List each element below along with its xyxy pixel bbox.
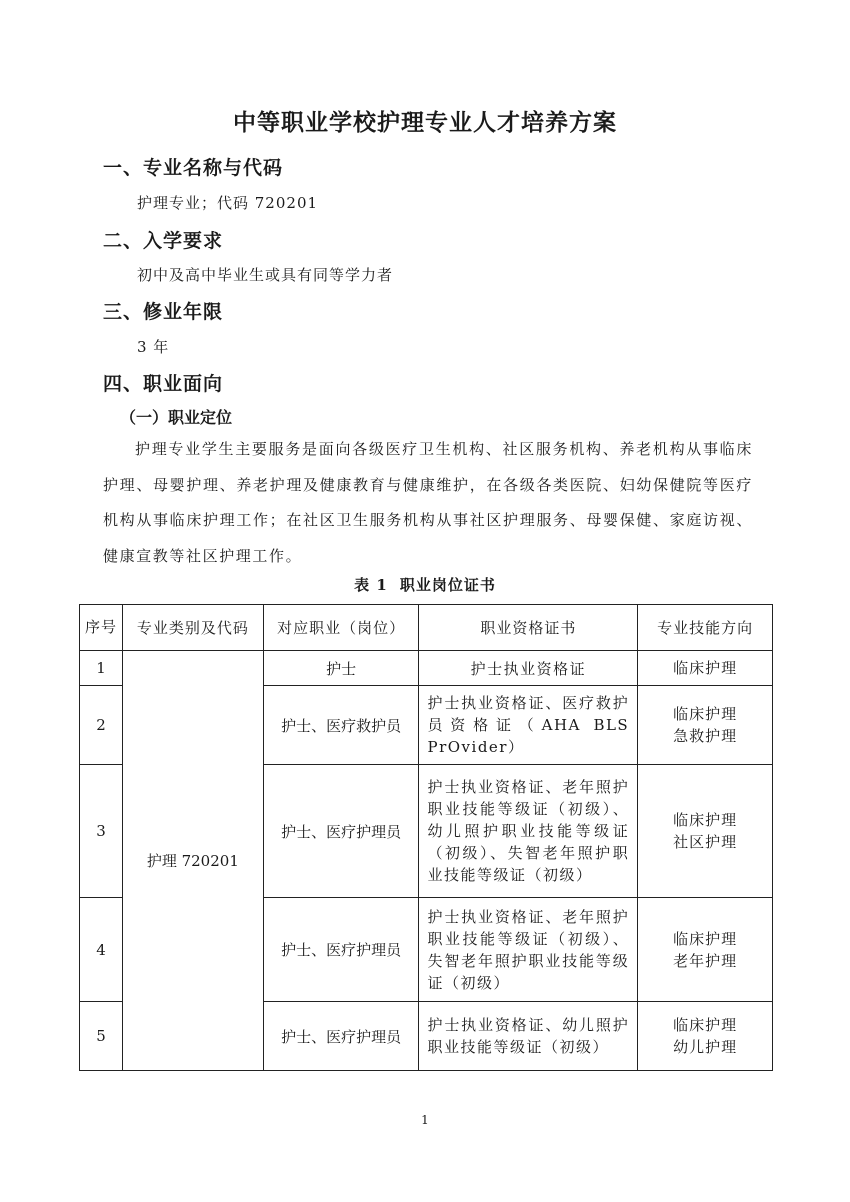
row-number: 4	[80, 898, 123, 1002]
row-job: 护士、医疗护理员	[263, 765, 419, 898]
section-content-admission: 初中及高中毕业生或具有同等学力者	[137, 266, 394, 284]
row-certificate: 护士执业资格证、老年照护职业技能等级证（初级）、失智老年照护职业技能等级证（初级）	[419, 898, 638, 1002]
row-direction: 临床护理 急救护理	[638, 686, 773, 765]
table-header-row	[80, 605, 773, 651]
section-heading-name-code: 一、专业名称与代码	[103, 157, 284, 179]
document-title: 中等职业学校护理专业人才培养方案	[233, 110, 617, 136]
header-job: 对应职业（岗位）	[263, 605, 419, 651]
row-direction: 临床护理 社区护理	[638, 765, 773, 898]
header-category: 专业类别及代码	[122, 605, 263, 651]
table-row	[80, 651, 773, 686]
row-number: 5	[80, 1002, 123, 1071]
header-no: 序号	[80, 605, 123, 651]
row-direction: 临床护理	[638, 651, 773, 686]
career-certificate-table	[79, 604, 773, 1071]
table-caption	[0, 574, 850, 595]
row-certificate: 护士执业资格证、幼儿照护职业技能等级证（初级）	[419, 1002, 638, 1071]
row-direction: 临床护理 老年护理	[638, 898, 773, 1002]
row-number: 1	[80, 651, 123, 686]
row-job: 护士、医疗救护员	[263, 686, 419, 765]
row-certificate: 护士执业资格证、医疗救护员资格证（AHA BLS PrOvider）	[419, 686, 638, 765]
section-heading-admission: 二、入学要求	[103, 230, 224, 252]
section-heading-career: 四、职业面向	[103, 373, 224, 395]
subsection-heading-positioning: （一）职业定位	[120, 408, 233, 427]
table-caption-title: 职业岗位证书	[399, 576, 496, 594]
category-code-cell: 护理 720201	[122, 651, 263, 1071]
row-certificate: 护士执业资格证	[419, 651, 638, 686]
row-certificate: 护士执业资格证、老年照护职业技能等级证（初级）、幼儿照护职业技能等级证（初级）、失智老年照护职业技能等级证（初级）	[419, 765, 638, 898]
row-job: 护士、医疗护理员	[263, 898, 419, 1002]
section-content-duration: 3 年	[137, 338, 170, 356]
header-certificate: 职业资格证书	[419, 605, 638, 651]
section-content-name-code: 护理专业；代码 720201	[137, 194, 319, 212]
row-direction: 临床护理 幼儿护理	[638, 1002, 773, 1071]
section-heading-duration: 三、修业年限	[103, 301, 224, 323]
positioning-paragraph: 护理专业学生主要服务是面向各级医疗卫生机构、社区服务机构、养老机构从事临床护理、母婴护理、养老护理及健康教育与健康维护，在各级各类医院、妇幼保健院等医疗机构从事临床护理工作；在社区卫生服务机构从事社区护理服务、母婴保健、家庭访视、健康宣教等社区护理工作。	[103, 440, 753, 565]
table-caption-number: 表 1	[354, 576, 388, 594]
row-job: 护士	[263, 651, 419, 686]
row-number: 2	[80, 686, 123, 765]
header-direction: 专业技能方向	[638, 605, 773, 651]
page-number: 1	[421, 1113, 429, 1127]
row-job: 护士、医疗护理员	[263, 1002, 419, 1071]
row-number: 3	[80, 765, 123, 898]
